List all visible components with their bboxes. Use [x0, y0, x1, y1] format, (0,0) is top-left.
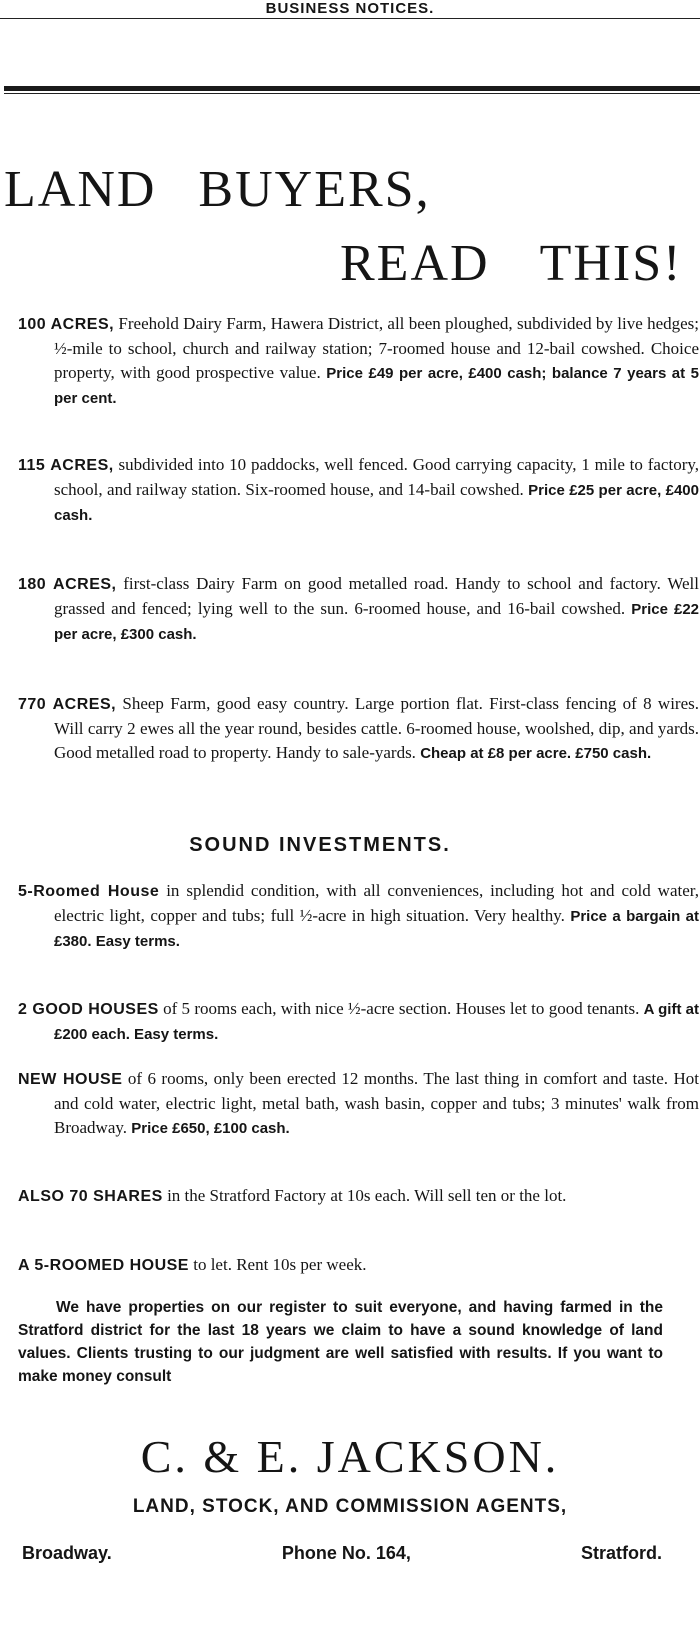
firm-name: C. & E. JACKSON. [140, 1431, 560, 1482]
headline-land-buyers [4, 162, 431, 218]
listing-115-acres [18, 453, 699, 528]
listing-price: Price £650, £100 cash. [131, 1120, 290, 1137]
sound-investments-heading: SOUND INVESTMENTS. [189, 834, 451, 856]
listing-price: Price £25 per acre, £400 cash. [54, 482, 699, 524]
listing-lead: ALSO 70 SHARES [18, 1188, 163, 1205]
listing-lead: 2 GOOD HOUSES [18, 1001, 159, 1018]
listing-180-acres [18, 572, 699, 647]
section-header: BUSINESS NOTICES. [265, 0, 435, 17]
firm-address-line [22, 1543, 662, 1564]
listing-price: Price a bargain at £380. Easy terms. [54, 908, 699, 950]
headline-word-this: THIS! [539, 235, 683, 292]
headline-read-this [340, 236, 682, 292]
investment-2-good-houses [18, 997, 699, 1047]
listing-body: of 6 rooms, only been erected 12 months. The last thing in comfort and taste. Hot and cold water, electric light, metal bath, wash basin, copper and tubs; 3 minutes' walk from Broadway. [54, 1069, 700, 1137]
listing-lead: 100 ACRES, [18, 316, 115, 333]
headline-word-buyers: BUYERS, [198, 161, 431, 218]
address-right: Stratford. [581, 1543, 662, 1563]
top-thin-rule [4, 93, 700, 94]
phone-number: Phone No. 164, [281, 1543, 411, 1563]
investment-5-roomed-house [18, 879, 699, 954]
listing-price: Price £22 per acre, £300 cash. [54, 601, 699, 643]
listing-body: in splendid condition, with all conveniences, including hot and cold water, electric light, copper and tubs; full ½-acre in high situation. Very healthy. [54, 881, 699, 925]
listing-price: A gift at £200 each. Easy terms. [54, 1001, 700, 1043]
listing-body: to let. Rent 10s per week. [188, 1255, 367, 1274]
listing-body: first-class Dairy Farm on good metalled road. Handy to school and factory. Well grassed and fenced; lying well to the sun. 6-roomed house, and 16-bail cowshed. [54, 574, 699, 618]
investment-70-shares [18, 1184, 699, 1209]
listing-price: Price £49 per acre, £400 cash; balance 7 years at 5 per cent. [54, 365, 699, 407]
headline-word-land: LAND [4, 161, 157, 218]
listing-lead: 180 ACRES, [18, 576, 117, 593]
listing-body: subdivided into 10 paddocks, well fenced. Good carrying capacity, 1 mile to factory, school, and railway station. Six-roomed house, and 14-bail cowshed. [54, 455, 699, 499]
headline-word-read: READ [340, 235, 490, 292]
listing-lead: 5-Roomed House [18, 883, 160, 900]
firm-role: LAND, STOCK, AND COMMISSION AGENTS, [132, 1496, 568, 1517]
closing-paragraph: We have properties on our register to suit everyone, and having farmed in the Stratford district for the last 18 years we claim to have a sound knowledge of land values. Clients trusting to our judgment are well satisfied with results. If you want to make money consult [18, 1299, 663, 1385]
listing-lead: 115 ACRES, [18, 457, 114, 474]
top-thick-rule [4, 86, 700, 91]
listing-price: Cheap at £8 per acre. £750 cash. [420, 745, 652, 762]
listing-body: of 5 rooms each, with nice ½-acre section. Houses let to good tenants. [158, 999, 644, 1018]
listing-lead: A 5-ROOMED HOUSE [18, 1257, 189, 1274]
listing-100-acres [18, 312, 699, 411]
investment-house-to-let [18, 1253, 699, 1278]
listing-body: Freehold Dairy Farm, Hawera District, all been ploughed, subdivided by live hedges; ½-mile to school, church and railway station; 7-roomed house and 12-bail cowshed. Choice property, with good prospective value. [54, 314, 699, 382]
listing-body: in the Stratford Factory at 10s each. Will sell ten or the lot. [162, 1186, 567, 1205]
header-rule [0, 18, 700, 19]
listing-lead: NEW HOUSE [18, 1071, 123, 1088]
address-left: Broadway. [22, 1543, 112, 1563]
listing-lead: 770 ACRES, [18, 696, 117, 713]
listing-770-acres [18, 692, 699, 766]
investment-new-house [18, 1067, 699, 1141]
listing-body: Sheep Farm, good easy country. Large portion flat. First-class fencing of 8 wires. Will carry 2 ewes all the year round, besides cattle. 6-roomed house, woolshed, dip, and yards. Good metalled road to property. Handy to sale-yards. [54, 694, 699, 762]
